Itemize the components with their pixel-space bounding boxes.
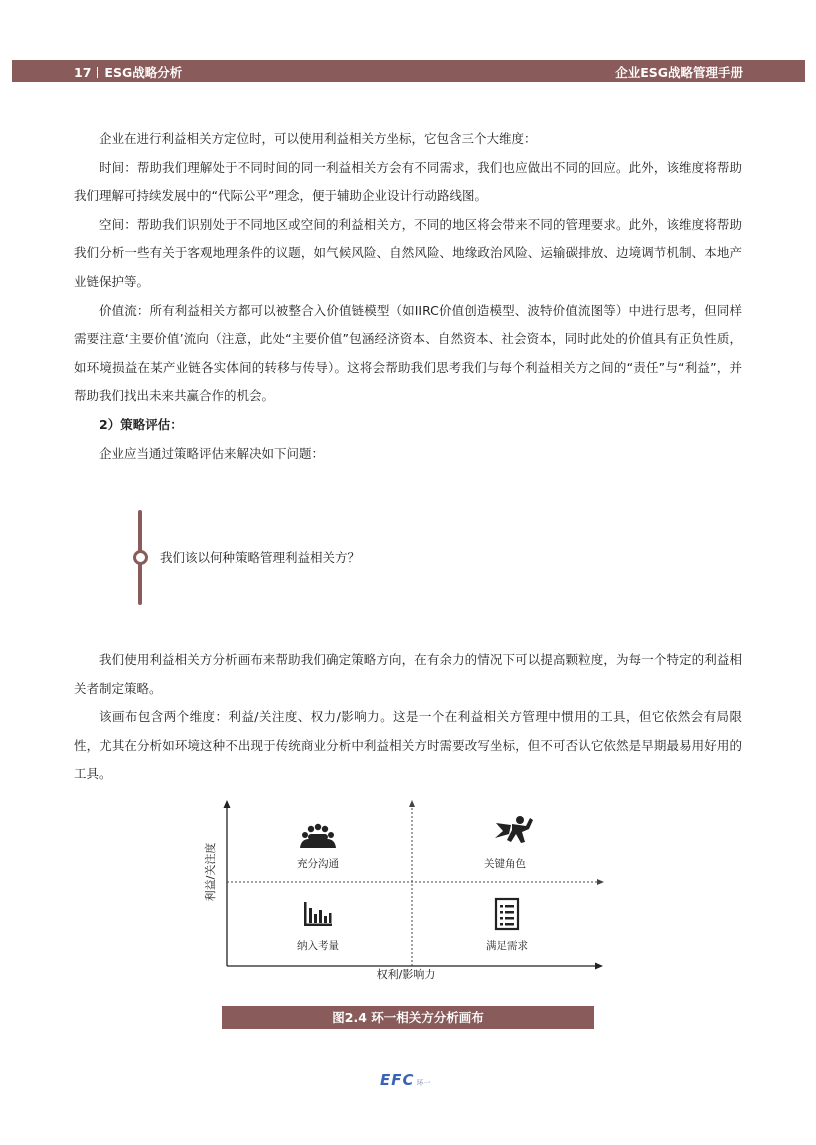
y-axis-label: 利益/关注度 [204,842,217,902]
footer-logo [380,1070,431,1089]
paragraph: 时间：帮助我们理解处于不同时间的同一利益相关方会有不同需求，我们也应做出不同的回应。此外，该维度将帮助我们理解可持续发展中的“代际公平”理念，便于辅助企业设计行动路线图。 [74,159,742,204]
paragraph: 企业在进行利益相关方定位时，可以使用利益相关方坐标，它包含三个大维度： [99,131,537,146]
paragraph: 企业应当通过策略评估来解决如下问题： [99,445,325,461]
quadrant-label-top-right: 关键角色 [484,858,526,870]
bar-chart-icon [304,902,332,926]
subheading: 2）策略评估： [99,416,183,432]
superhero-icon [495,816,533,843]
callout-question: 我们该以何种策略管理利益相关方？ [160,550,361,565]
body-text-block-2 [74,646,742,789]
quadrant-label-bottom-right: 满足需求 [486,940,528,952]
quadrant-label-bottom-left: 纳入考量 [297,940,339,952]
paragraph: 空间：帮助我们识别处于不同地区或空间的利益相关方，不同的地区将会带来不同的管理要求。此外，该维度将帮助我们分析一些有关于客观地理条件的议题，如气候风险、自然风险、地缘政治风险、运输碳排放、边境调节机制、本地产业链保护等。 [74,216,742,289]
group-meeting-icon [300,824,336,848]
x-axis-label: 权利/影响力 [376,968,436,981]
logo-subtext: 环一 [416,1079,431,1087]
header-left [74,63,182,81]
paragraph: 价值流：所有利益相关方都可以被整合入价值链模型（如IIRC价值创造模型、波特价值流图等）中进行思考，但同样需要注意‘主要价值’流向（注意，此处“主要价值”包涵经济资本、自然资本、社会资本，同时此处的价值具有正负性质，如环境损益在某产业链各实体间的转移与传导）。这将会帮助我们思考我们与每个利益相关方之间的“责任”与“利益”，并帮助我们找出未来共赢合作的机会。 [74,302,742,404]
figure-caption: 图2.4 环一相关方分析画布 [222,1006,594,1029]
header-bar [12,60,805,82]
section-title: ESG战略分析 [104,65,183,80]
stakeholder-matrix [196,796,616,986]
checklist-icon [496,899,518,929]
divider-arrow-icon [597,879,604,885]
header-divider [97,67,98,78]
paragraph: 该画布包含两个维度：利益/关注度、权力/影响力。这是一个在利益相关方管理中惯用的工具，但它依然会有局限性，尤其在分析如环境这种不出现于传统商业分析中利益相关方时需要改写坐标，但不可否认它依然是早期最易用好用的工具。 [74,709,742,782]
quadrant-label-top-left: 充分沟通 [297,858,339,870]
x-axis-arrow-icon [595,963,603,970]
logo-text: EFC [380,1071,415,1089]
body-text-block-1 [74,125,742,468]
y-axis-arrow-icon [224,800,231,808]
manual-title: 企业ESG战略管理手册 [615,65,743,80]
callout-marker-icon [133,550,148,565]
page-number: 17 [74,65,92,80]
paragraph: 我们使用利益相关方分析画布来帮助我们确定策略方向，在有余力的情况下可以提高颗粒度，为每一个特定的利益相关者制定策略。 [74,652,742,696]
divider-arrow-icon [409,800,415,807]
